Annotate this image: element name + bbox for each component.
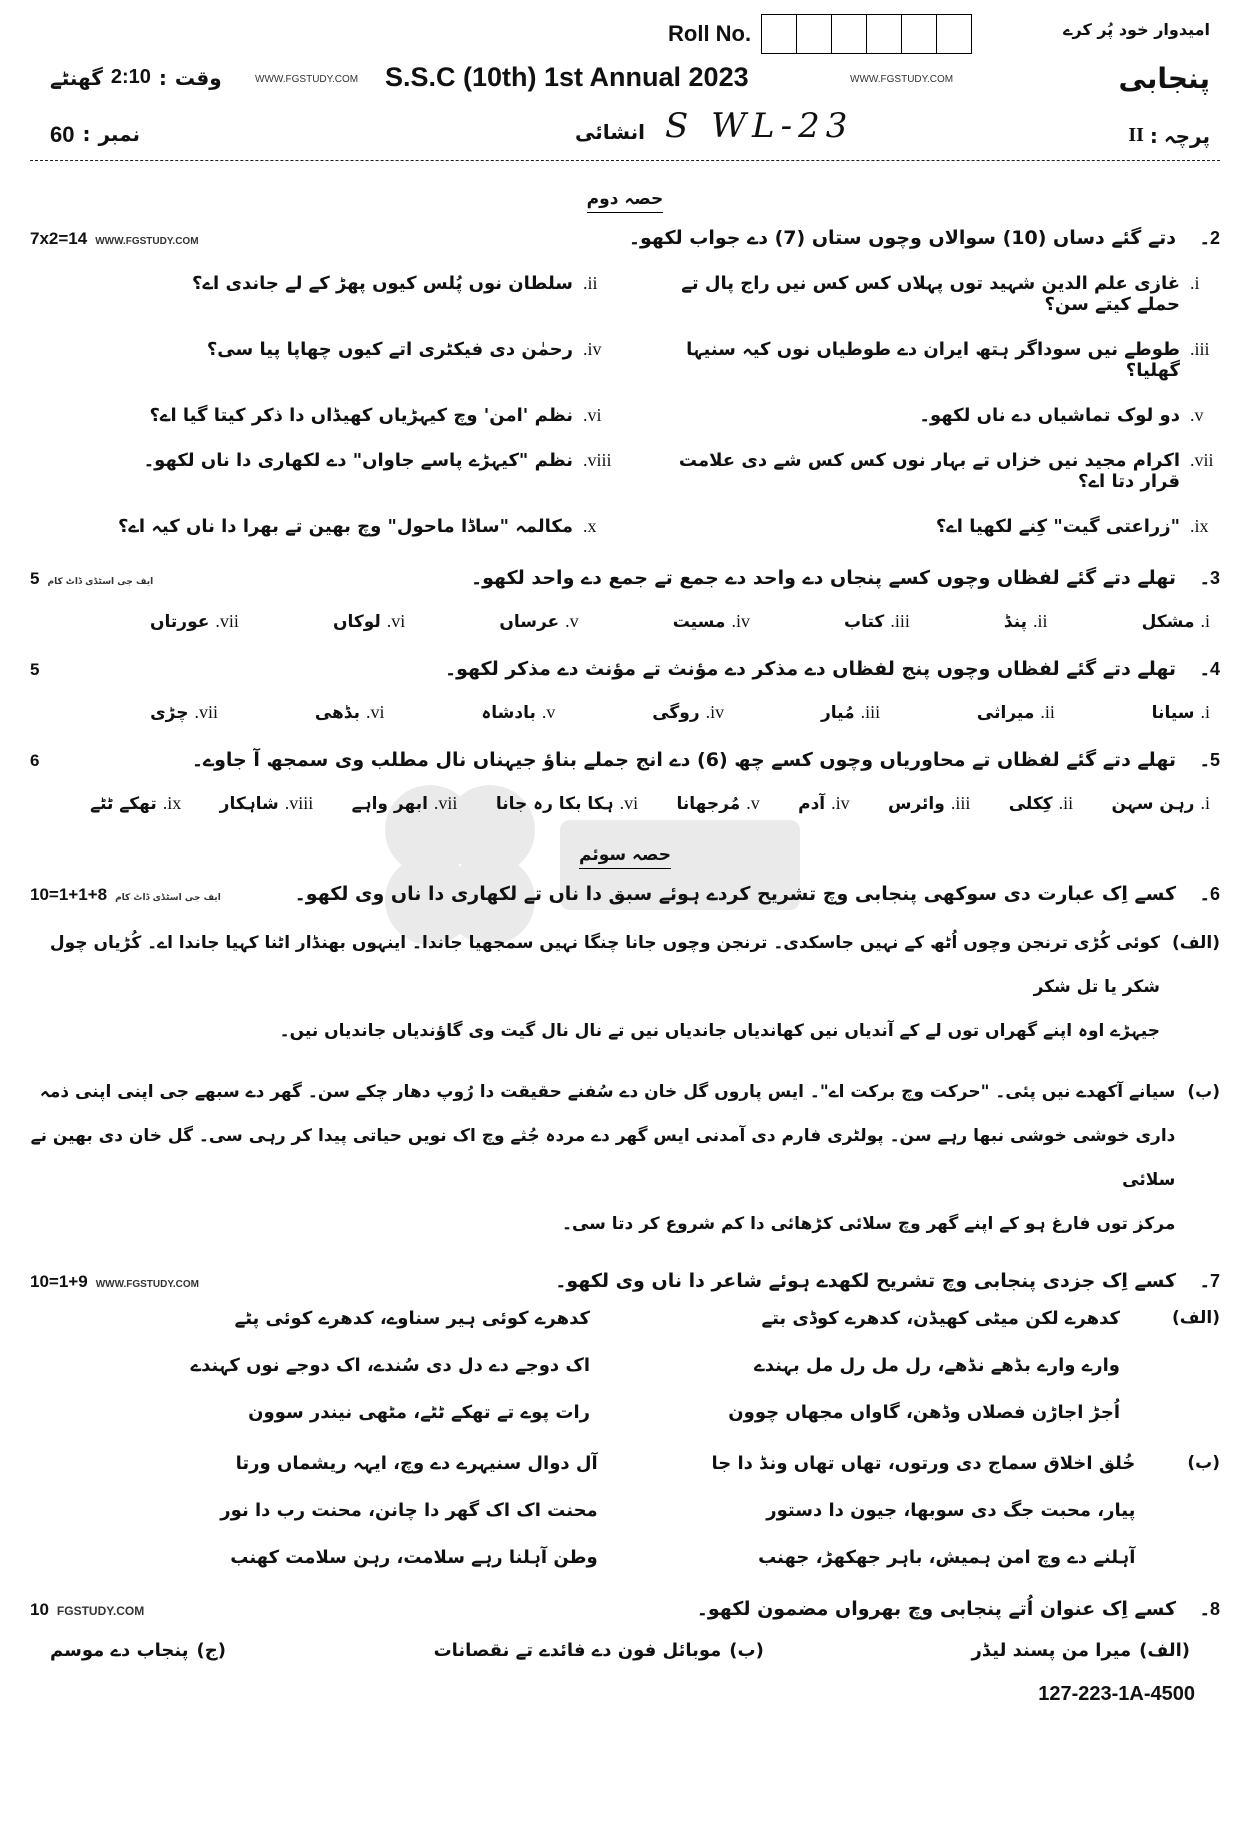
question-item xyxy=(30,516,613,537)
paper-value: II xyxy=(1128,124,1144,146)
question-number: 4۔ xyxy=(1199,659,1220,679)
exam-title: S.S.C (10th) 1st Annual 2023 xyxy=(385,62,749,92)
question-item xyxy=(637,450,1220,492)
item-text: "زراعتی گیت" کِنے لکھیا اے؟ xyxy=(935,516,1180,537)
question-text: کسے اِک عنوان اُتے پنجابی وچ بھرواں مضمون لکھو۔ xyxy=(696,1598,1176,1621)
item-number: v. xyxy=(541,702,556,722)
item-word: بڈھی xyxy=(314,703,361,723)
question-5-marks: 6 xyxy=(30,751,40,770)
passage-b-line: مرکز توں فارغ ہو کے اپنے گھر وچ سلائی کڑھائی دا کم شروع کر دتا سی۔ xyxy=(561,1214,1176,1235)
word-item xyxy=(496,793,638,814)
word-item xyxy=(677,793,760,814)
poem-b xyxy=(30,1453,1220,1568)
passage-a-line: کوئی کُڑی ترنجن وچوں اُٹھ کے نہیں جاسکدی۔ ترنجن وچوں جانا چنگا نہیں سمجھیا جاندا۔ اینہوں بھنڈار اٹنا کہیا جاندا اے۔ کُڑیاں چول شکر یا تل شکر xyxy=(49,933,1160,998)
question-item xyxy=(30,273,613,315)
exam-body xyxy=(30,180,1220,1706)
question-7 xyxy=(30,1270,1220,1292)
item-number: v. xyxy=(1190,405,1204,425)
question-number: 6۔ xyxy=(1199,884,1220,904)
paper-type: انشائی xyxy=(575,120,645,144)
question-number: 8۔ xyxy=(1199,1599,1220,1620)
verse-second-line: اک دوجے دے دل دی سُندے، اک دوجے نوں کہندے xyxy=(190,1355,590,1377)
word-item xyxy=(315,702,385,723)
item-text: مکالمہ "ساڈا ماحول" وچ بھین تے بھرا دا ناں کیہ اے؟ xyxy=(117,516,573,537)
word-item xyxy=(798,793,850,814)
question-number: 2۔ xyxy=(1199,228,1220,248)
question-4 xyxy=(30,658,1220,680)
word-list xyxy=(150,702,1210,723)
footer xyxy=(30,1683,1220,1706)
passage-b-line: داری خوشی خوشی نبھا رہے سن۔ پولٹری فارم دی آمدنی ایس گھر دے مردہ جُثے وچ اک نویں حیاتی پیدا کر رہی سی۔ گل خان دی بھین نے سلائی xyxy=(30,1125,1176,1190)
passage-b-line: سیانے آکھدے نیں پئی۔ "حرکت وچ برکت اے"۔ ایس پاروں گل خان دے سُفنے حقیقت دا رُوپ دھار چکے سن۔ گھر دے سبھے جی اپنی اپنی ذمہ xyxy=(39,1081,1176,1102)
word-item xyxy=(673,611,750,632)
total-marks: نمبر : 60 xyxy=(50,122,141,147)
verse-first-line: کدھرے لکن میٹی کھیڈن، کدھرے کوڈی بتے xyxy=(761,1308,1120,1330)
word-item xyxy=(499,611,578,632)
item-word: کتاب xyxy=(844,612,885,632)
poem-a xyxy=(30,1308,1220,1423)
question-item xyxy=(30,450,613,492)
question-text: کسے اِک جزدی پنجابی وچ تشریح لکھدے ہوئے شاعر دا ناں وی لکھو۔ xyxy=(555,1270,1176,1293)
word-item xyxy=(821,702,880,723)
question-3-marks: 5 ایف جی اسٹڈی ڈاٹ کام xyxy=(30,569,154,588)
time-label: وقت xyxy=(174,66,222,90)
item-word: عورتاں xyxy=(150,612,210,632)
question-text: تھلے دتے گئے لفظاں تے محاوریاں وچوں کسے چھ (6) دے انج جملے بناؤ جیہناں نال مطلب وی سمجھ آ جاوے۔ xyxy=(191,749,1176,771)
item-number: i. xyxy=(1200,611,1210,631)
word-list xyxy=(90,793,1210,814)
roll-number xyxy=(668,14,972,54)
question-8 xyxy=(30,1598,1220,1620)
word-item xyxy=(1112,793,1210,814)
question-item xyxy=(637,516,1220,537)
item-word: آدم xyxy=(798,794,826,814)
item-word: ہکا بکا رہ جانا xyxy=(495,794,614,814)
item-number: ii. xyxy=(1033,611,1048,631)
item-word: عرساں xyxy=(499,612,560,632)
item-word: مُیار xyxy=(820,703,855,723)
verse-first-line: خُلق اخلاق سماج دی ورتوں، تھاں تھاں ونڈ دا جا xyxy=(711,1453,1136,1475)
item-word: رہن سہن xyxy=(1111,794,1195,814)
passage-a-label: (الف) xyxy=(1172,933,1220,953)
word-item xyxy=(90,793,181,814)
item-text: نظم "کیہڑے پاسے جاواں" دے لکھاری دا ناں لکھو۔ xyxy=(143,450,573,471)
passage-a xyxy=(30,921,1220,1054)
question-item-row xyxy=(30,405,1220,426)
word-item xyxy=(352,793,458,814)
time-value: 2:10 xyxy=(110,66,151,88)
roll-number-boxes[interactable] xyxy=(761,14,972,54)
passage-b-label: (ب) xyxy=(1187,1081,1220,1102)
item-number: ii. xyxy=(1058,793,1074,813)
item-text: نظم 'امن' وچ کیہڑیاں کھیڈاں دا ذکر کیتا گیا اے؟ xyxy=(149,405,573,426)
item-number: ii. xyxy=(1040,702,1055,722)
item-word: تھکے ٹٹے xyxy=(90,794,157,814)
question-item xyxy=(30,339,613,381)
item-word: میراثی xyxy=(976,703,1035,723)
section-heading-part2: حصہ دوم xyxy=(30,188,1220,209)
question-4-marks: 5 xyxy=(30,660,40,679)
verse-second-line: کدھرے کوئی ہیر سناوے، کدھرے کوئی پٹے xyxy=(234,1308,590,1330)
item-number: v. xyxy=(746,793,760,813)
question-item xyxy=(637,339,1220,381)
item-number: vii. xyxy=(433,793,458,813)
item-word: کِکلی xyxy=(1008,794,1053,814)
question-item-row xyxy=(30,450,1220,492)
item-word: بادشاہ xyxy=(481,703,536,723)
verse-first-line: پیار، محبت جگ دی سوبھا، جیون دا دستور xyxy=(766,1500,1136,1522)
question-text: کسے اِک عبارت دی سوکھی پنجابی وچ تشریح کردے ہوئے سبق دا ناں تے لکھاری دا ناں وی لکھو۔ xyxy=(294,883,1176,905)
item-number: i. xyxy=(1200,702,1210,722)
question-item xyxy=(30,405,613,426)
question-8-marks: 10 FGSTUDY.COM xyxy=(30,1600,145,1620)
word-item xyxy=(150,702,218,723)
candidate-note: امیدوار خود پُر کرے xyxy=(1063,20,1210,39)
item-number: ii. xyxy=(583,273,598,293)
time-allowed: وقت : 2:10 گھنٹے xyxy=(50,66,222,90)
item-number: vi. xyxy=(386,611,406,631)
item-word: ابھر واہے xyxy=(351,794,428,814)
marks-value: 60 xyxy=(50,122,75,147)
word-item xyxy=(150,611,239,632)
paper-label: پرچہ xyxy=(1163,124,1210,148)
verse-first-line: اُجڑ اجاڑن فصلاں وڈھن، گاواں مجھاں چوون xyxy=(728,1402,1120,1424)
item-number: viii. xyxy=(284,793,314,813)
item-word: وائرس xyxy=(888,794,945,814)
question-7-marks: 10=1+9 WWW.FGSTUDY.COM xyxy=(30,1272,200,1292)
item-text: اکرام مجید نیں خزاں تے بہار نوں کس کس شے دی علامت قرار دتا اے؟ xyxy=(678,450,1180,492)
item-word: مسیت xyxy=(672,612,726,632)
word-item xyxy=(1004,611,1048,632)
subject-title: پنجابی xyxy=(1118,62,1210,95)
item-number: x. xyxy=(583,516,597,536)
item-word: مُرجھانا xyxy=(676,794,741,814)
essay-options xyxy=(50,1640,1190,1661)
poem-b-label: (ب) xyxy=(1187,1453,1220,1474)
watermark: WWW.FGSTUDY.COM xyxy=(850,74,954,85)
question-item xyxy=(637,405,1220,426)
paper-code: 127-223-1A-4500 xyxy=(1038,1683,1195,1706)
item-text: دو لوک تماشیاں دے ناں لکھو۔ xyxy=(919,405,1180,426)
header-divider xyxy=(30,160,1220,161)
question-item-row xyxy=(30,339,1220,381)
item-word: چڑی xyxy=(150,703,189,723)
word-item xyxy=(652,702,724,723)
watermark: WWW.FGSTUDY.COM xyxy=(255,74,359,85)
word-item xyxy=(977,702,1055,723)
item-number: iii. xyxy=(950,793,971,813)
item-number: iv. xyxy=(831,793,850,813)
handwritten-code: S WL-23 xyxy=(665,106,854,146)
verse-first-line: آہلنے دے وچ امن ہمیش، باہر جھکھڑ، جھنب xyxy=(758,1547,1136,1569)
essay-option: (الف) میرا من پسند لیڈر xyxy=(971,1640,1190,1662)
item-number: iii. xyxy=(860,702,881,722)
question-6 xyxy=(30,883,1220,905)
word-list xyxy=(150,611,1210,632)
question-number: 3۔ xyxy=(1199,568,1220,588)
verse-first-line: وارے وارے بڈھے نڈھے، رل مل رل مل بہندے xyxy=(754,1355,1120,1377)
question-3 xyxy=(30,567,1220,589)
question-text: تھلے دتے گئے لفظاں وچوں کسے پنجاں دے واحد دے جمع تے جمع دے واحد لکھو۔ xyxy=(471,567,1176,589)
marks-label: نمبر xyxy=(98,122,141,146)
question-number: 7۔ xyxy=(1199,1271,1220,1292)
question-text: دتے گئے دساں (10) سوالاں وچوں ستاں (7) دے جواب لکھو۔ xyxy=(628,227,1176,249)
roll-label: Roll No. xyxy=(668,21,752,46)
word-item xyxy=(844,611,910,632)
question-2-marks: 7x2=14 WWW.FGSTUDY.COM xyxy=(30,229,199,248)
watermark: WWW.FGSTUDY.COM xyxy=(95,236,199,247)
item-number: ix. xyxy=(1190,516,1209,536)
watermark: FGSTUDY.COM xyxy=(56,1604,145,1619)
question-text: تھلے دتے گئے لفظاں وچوں پنج لفظاں دے مذکر دے مؤنث تے مؤنث دے مذکر لکھو۔ xyxy=(444,658,1176,680)
word-item xyxy=(333,611,405,632)
question-2 xyxy=(30,227,1220,249)
item-number: vii. xyxy=(215,611,239,631)
question-item-row xyxy=(30,516,1220,537)
word-item xyxy=(220,793,314,814)
question-number: 5۔ xyxy=(1199,750,1220,770)
item-text: غازی علم الدین شہید توں پہلاں کس کس نیں راج پال تے حملے کیتے سن؟ xyxy=(681,273,1180,315)
word-item xyxy=(1009,793,1073,814)
item-number: v. xyxy=(565,611,579,631)
item-text: رحمٰن دی فیکٹری اتے کیوں چھاپا پیا سی؟ xyxy=(206,339,573,360)
item-number: iv. xyxy=(731,611,750,631)
passage-a-line: جیہڑے اوہ اپنے گھراں توں لے کے آندیاں نیں کھاندیاں جاندیاں نیں تے نال نال گیت وی گاؤندیاں جاندیاں نیں۔ xyxy=(279,1021,1160,1042)
item-number: iii. xyxy=(1190,339,1210,359)
verse-second-line: محنت اک اک گھر دا چانن، محنت رب دا نور xyxy=(220,1500,598,1522)
item-number: iii. xyxy=(890,611,910,631)
paper-number: پرچہ : II xyxy=(1128,124,1210,148)
item-number: viii. xyxy=(583,450,612,470)
passage-b xyxy=(30,1070,1220,1247)
word-item xyxy=(481,702,555,723)
item-text: سلطان نوں پُلس کیوں پھڑ کے لے جاندی اے؟ xyxy=(192,273,573,294)
watermark: WWW.FGSTUDY.COM xyxy=(95,1279,200,1291)
watermark-urdu: ایف جی اسٹڈی ڈاٹ کام xyxy=(47,577,154,587)
item-number: vii. xyxy=(194,702,219,722)
section-heading-part3: حصہ سوئم xyxy=(30,844,1220,865)
word-item xyxy=(888,793,970,814)
item-word: سیانا xyxy=(1151,703,1195,723)
word-item xyxy=(1142,611,1210,632)
word-item xyxy=(1152,702,1210,723)
item-word: مشکل xyxy=(1141,612,1195,632)
item-word: لوکاں xyxy=(332,612,381,632)
essay-option: (ب) موبائل فون دے فائدے تے نقصانات xyxy=(433,1640,764,1662)
time-unit: گھنٹے xyxy=(50,66,103,90)
watermark-urdu: ایف جی اسٹڈی ڈاٹ کام xyxy=(115,893,221,903)
poem-a-label: (الف) xyxy=(1172,1308,1220,1329)
item-number: ix. xyxy=(162,793,182,813)
verse-second-line: رات پوے تے تھکے ٹٹے، مٹھی نیندر سوون xyxy=(248,1402,590,1424)
item-number: iv. xyxy=(583,339,602,359)
question-6-marks: 10=1+1+8 ایف جی اسٹڈی ڈاٹ کام xyxy=(30,885,221,904)
verse-second-line: وطن آہلنا رہے سلامت، رہن سلامت کھنب xyxy=(230,1547,598,1569)
item-number: vii. xyxy=(1190,450,1214,470)
item-number: iv. xyxy=(705,702,725,722)
essay-option: (ج) پنجاب دے موسم xyxy=(50,1640,226,1662)
item-text: طوطے نیں سوداگر ہتھ ایران دے طوطیاں نوں کیہ سنیہا گھلیا؟ xyxy=(686,339,1180,381)
item-number: vi. xyxy=(583,405,602,425)
item-word: شاہکار xyxy=(219,794,279,814)
item-number: vi. xyxy=(619,793,639,813)
item-word: روگی xyxy=(652,703,700,723)
item-number: i. xyxy=(1200,793,1210,813)
item-number: vi. xyxy=(366,702,385,722)
question-item-row xyxy=(30,273,1220,315)
question-5 xyxy=(30,749,1220,771)
question-item xyxy=(637,273,1220,315)
item-word: پنڈ xyxy=(1003,612,1028,632)
item-number: i. xyxy=(1190,273,1200,293)
verse-second-line: آل دوال سنیہرے دے وچ، ایہہ ریشماں ورتا xyxy=(235,1453,598,1475)
